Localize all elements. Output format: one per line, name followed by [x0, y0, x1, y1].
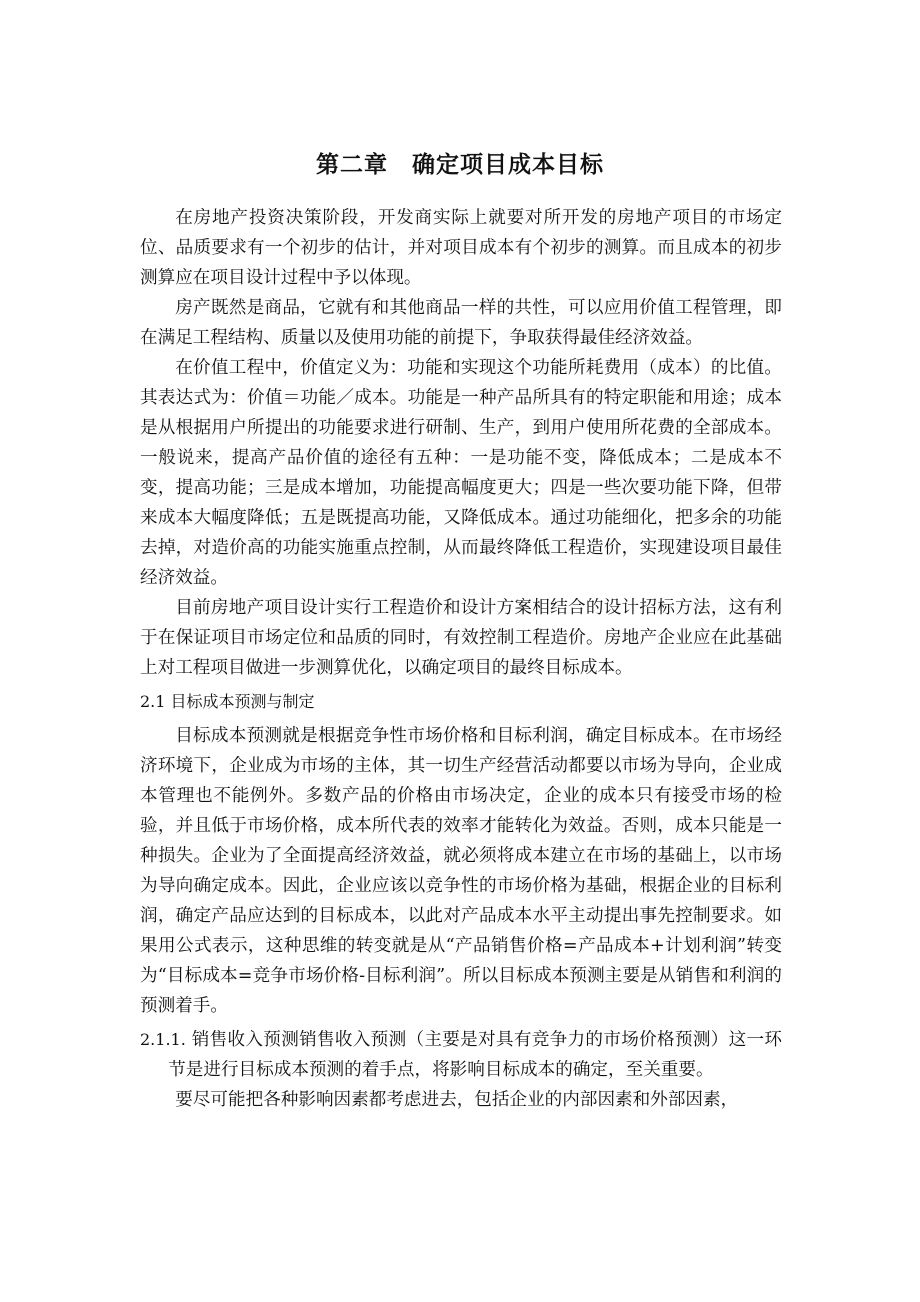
subsection-number: 2.1.1. [140, 1030, 186, 1049]
paragraph-target-cost-forecast: 目标成本预测就是根据竞争性市场价格和目标利润，确定目标成本。在市场经济环境下，企业成为市场的主体，其一切生产经营活动都要以市场为导向，企业成本管理也不能例外。多数产品的价格由市场决定，企业的成本只有接受市场的检验，并且低于市场价格，成本所代表的效率才能转化为效益。否则，成本只能是一种损失。企业为了全面提高经济效益，就必须将成本建立在市场的基础上，以市场为导向确定成本。因此，企业应该以竞争性的市场价格为基础，根据企业的目标利润，确定产品应达到的目标成本，以此对产品成本水平主动提出事先控制要求。如果用公式表示，这种思维的转变就是从“产品销售价格=产品成本+计划利润”转变为“目标成本=竞争市场价格-目标利润”。所以目标成本预测主要是从销售和利润的预测着手。 [140, 726, 782, 1016]
chapter-title: 第二章 确定项目成本目标 [316, 152, 604, 178]
paragraph-continued: 要尽可能把各种影响因素都考虑进去，包括企业的内部因素和外部因素， [175, 1090, 739, 1110]
section-heading-2-1: 2.1 目标成本预测与制定 [140, 692, 315, 711]
paragraph-decision-stage: 在房地产投资决策阶段，开发商实际上就要对所开发的房地产项目的市场定位、品质要求有一个初步的估计，并对项目成本有个初步的测算。而且成本的初步测算应在项目设计过程中予以体现。 [140, 208, 782, 288]
subsection-text: 销售收入预测销售收入预测（主要是对具有竞争力的市场价格预测）这一环节是进行目标成本预测的着手点，将影响目标成本的确定，至关重要。 [168, 1030, 782, 1080]
paragraph-value-definition: 在价值工程中，价值定义为：功能和实现这个功能所耗费用（成本）的比值。其表达式为：价值＝功能／成本。功能是一种产品所具有的特定职能和用途；成本是从根据用户所提出的功能要求进行研制、生产，到用户使用所花费的全部成本。一般说来，提高产品价值的途径有五种：一是功能不变，降低成本；二是成本不变，提高功能；三是成本增加，功能提高幅度更大；四是一些次要功能下降，但带来成本大幅度降低；五是既提高功能，又降低成本。通过功能细化，把多余的功能去掉，对造价高的功能实施重点控制，从而最终降低工程造价，实现建设项目最佳经济效益。 [140, 358, 782, 588]
subsection-2-1-1 [140, 1025, 782, 1085]
document-body [140, 203, 782, 1115]
paragraph-value-engineering: 房产既然是商品，它就有和其他商品一样的共性，可以应用价值工程管理，即在满足工程结构、质量以及使用功能的前提下，争取获得最佳经济效益。 [140, 298, 782, 348]
paragraph-design-bidding: 目前房地产项目设计实行工程造价和设计方案相结合的设计招标方法，这有利于在保证项目市场定位和品质的同时，有效控制工程造价。房地产企业应在此基础上对工程项目做进一步测算优化，以确定项目的最终目标成本。 [140, 598, 782, 678]
